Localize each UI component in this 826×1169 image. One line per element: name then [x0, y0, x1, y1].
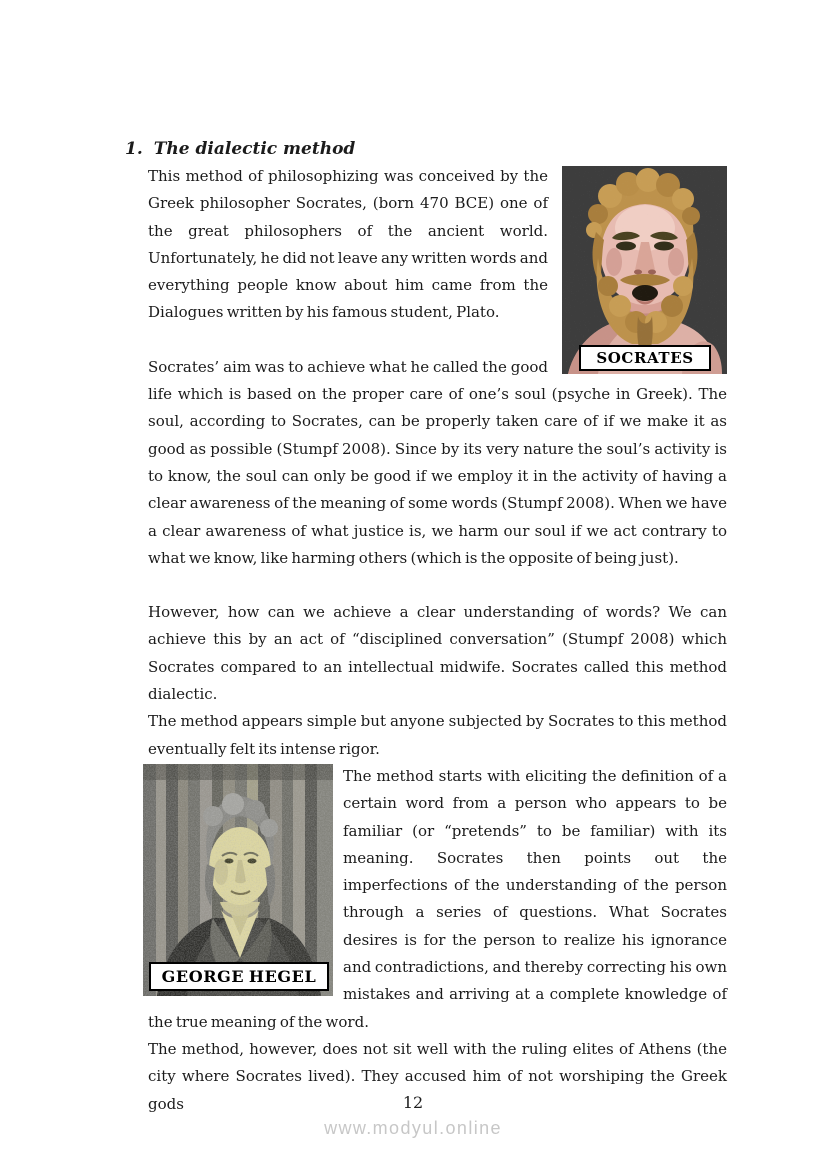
paragraph-socrates-aim: Socrates’ aim was to achieve what he called the good life which is based on the proper care of one’s soul (psyche in Greek). The soul, according to Socrates, can be properly taken care of if we make it as good as possible (Stumpf 2008). Since by its very nature the soul’s activity is to know, the soul can only be good if we employ it in the activity of having a clear awareness of the meaning of some words (Stumpf 2008). When we have a clear awareness of what justice is, we harm our soul if we act contrary to what we know, like harming others (which is the opposite of being just). [148, 357, 727, 567]
socrates-figure [562, 166, 727, 374]
watermark: www.modyul.online [324, 1118, 502, 1138]
paragraph-method-steps: The method starts with eliciting the definition of a certain word from a person who appears to be familiar (or “pretends” to be familiar) with its meaning. Socrates then points out the imperfections of the understanding of the person through a series of questions. What Socrates desires is for the person to realize his ignorance and contradictions, and thereby correcting his own mistakes and arriving at a complete knowledge of the true meaning of the word. [148, 766, 727, 1031]
page-number: 12 [402, 1093, 424, 1112]
heading-number: 1. [125, 139, 143, 159]
hegel-figure [143, 764, 333, 996]
section-heading [125, 138, 727, 160]
paragraph-intro: This method of philosophizing was conceived by the Greek philosopher Socrates, (born 470 BCE) one of the great philosophers of the ancient world. Unfortunately, he did not leave any written words and everything people know about him came from the Dialogues written by his famous student, Plato. [148, 167, 548, 322]
socrates-caption: SOCRATES [579, 345, 711, 371]
hegel-caption: GEORGE HEGEL [149, 962, 329, 991]
page-footer [0, 1093, 826, 1138]
heading-title: The dialectic method [153, 139, 356, 159]
paragraph-rigor: The method appears simple but anyone subjected by Socrates to this method eventually felt its intense rigor. [148, 712, 727, 758]
page-content [125, 138, 727, 1118]
socrates-image [562, 166, 727, 374]
paragraph-dialectic: However, how can we achieve a clear understanding of words? We can achieve this by an act of “disciplined conversation” (Stumpf 2008) which Socrates compared to an intellectual midwife. Socrates called this method dialectic. [148, 603, 727, 704]
paragraph-athens: The method, however, does not sit well with the ruling elites of Athens (the city where Socrates lived). They accused him of not worshiping the Greek gods [148, 1039, 727, 1113]
